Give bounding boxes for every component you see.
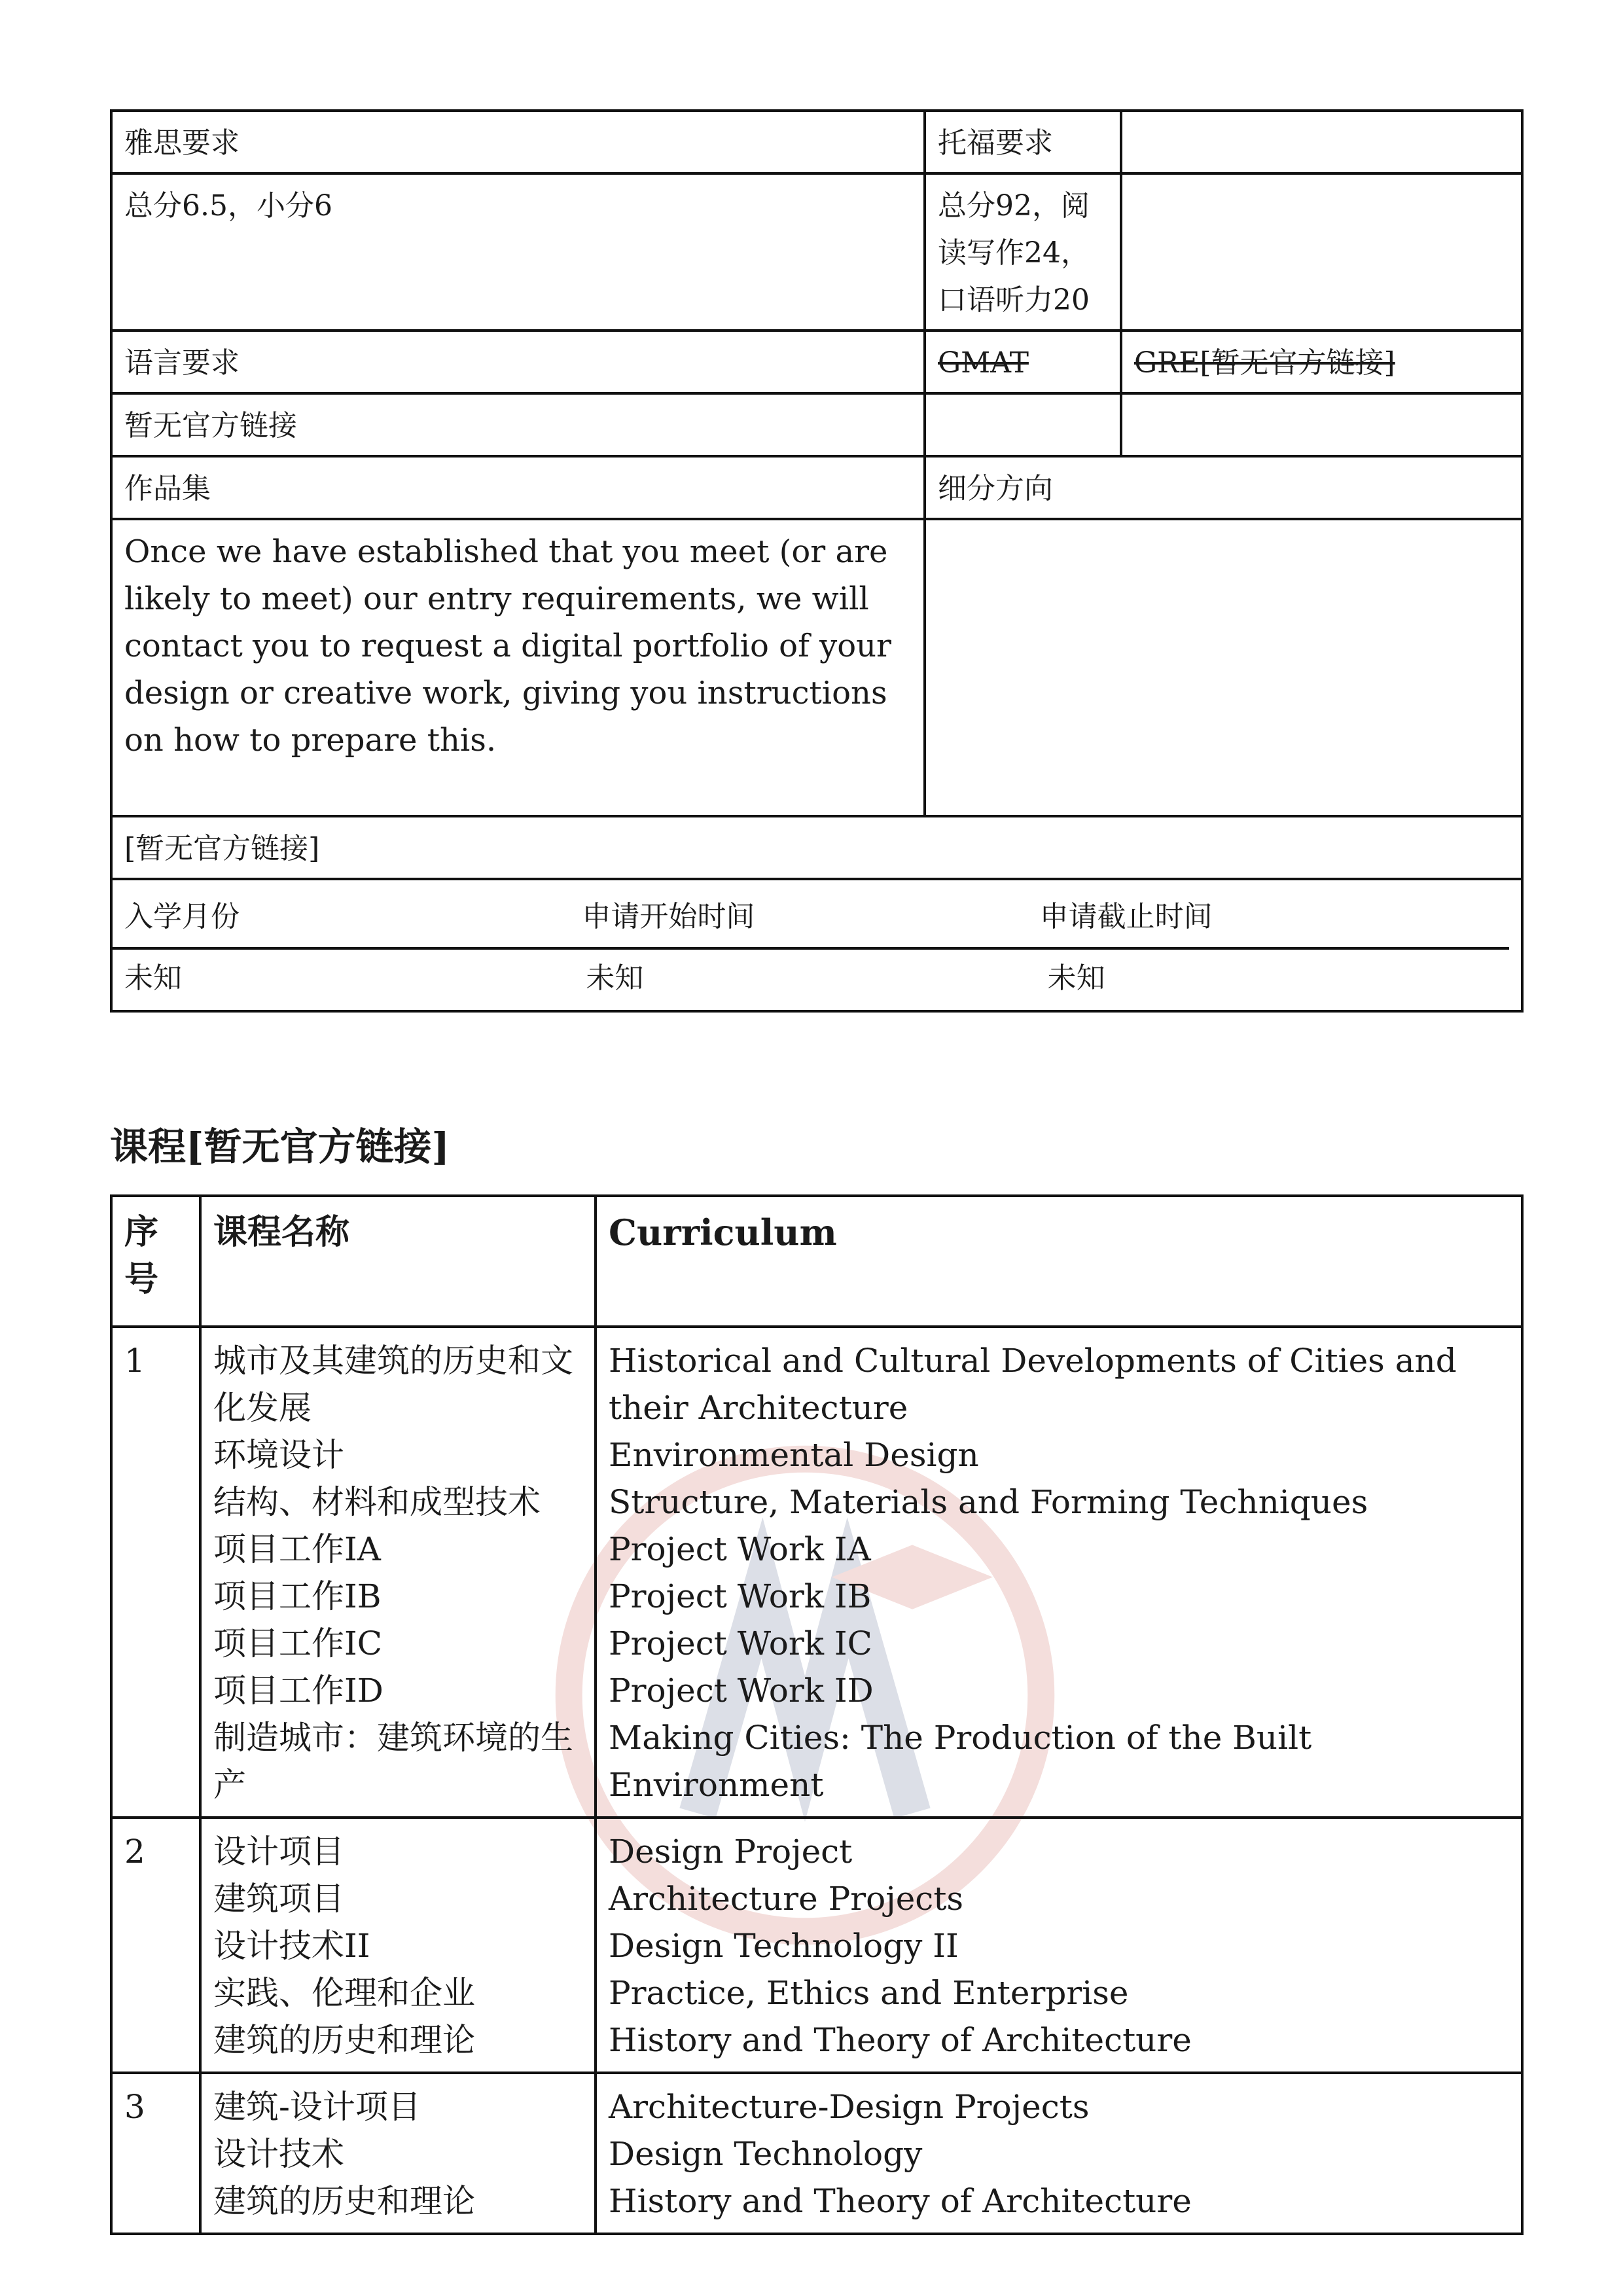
gmat-label: GMAT: [925, 331, 1121, 393]
application-deadline-value: 未知: [1047, 961, 1105, 995]
curriculum-header-row: [111, 1196, 1522, 1327]
course-name-cn: 项目工作IA: [213, 1530, 381, 1568]
table-row: [111, 1327, 1522, 1818]
language-link: 暂无官方链接: [111, 393, 925, 456]
course-name-en: Design Technology II: [609, 1927, 959, 1965]
empty-cell: [925, 393, 1121, 456]
course-name-en: Practice, Ethics and Enterprise: [609, 1974, 1129, 2012]
course-name-cn: 建筑-设计项目: [213, 2088, 421, 2126]
gre-label: GRE[暂无官方链接]: [1121, 331, 1522, 393]
course-name-en: Project Work IB: [609, 1577, 872, 1615]
course-name-en: Architecture-Design Projects: [609, 2088, 1090, 2126]
page: [110, 109, 1521, 2235]
language-label: 语言要求: [111, 331, 925, 393]
portfolio-label: 作品集: [111, 456, 925, 519]
application-deadline-label: 申请截止时间: [1039, 900, 1213, 933]
course-name-en: Design Technology: [609, 2135, 923, 2173]
course-name-en: History and Theory of Architecture: [609, 2182, 1192, 2220]
course-name-cn: 设计技术II: [213, 1927, 370, 1965]
course-name-cn: 建筑项目: [213, 1880, 344, 1918]
course-names-cn: [200, 1327, 596, 1818]
course-name-cn: 项目工作IB: [213, 1577, 382, 1615]
course-name-cn: 城市及其建筑的历史和文化发展: [213, 1342, 573, 1427]
curriculum-table: [110, 1194, 1524, 2235]
course-name-en: Making Cities: The Production of the Built Environment: [609, 1719, 1312, 1804]
course-name-en: Project Work IC: [609, 1624, 872, 1662]
name-cn-header: 课程名称: [200, 1196, 596, 1327]
course-name-en: History and Theory of Architecture: [609, 2021, 1192, 2059]
course-name-cn: 环境设计: [213, 1436, 344, 1474]
course-names-en: [596, 2073, 1522, 2234]
course-names-en: [596, 1818, 1522, 2073]
course-name-en: Project Work IA: [609, 1530, 871, 1568]
row-index: 1: [111, 1327, 200, 1818]
requirements-table: [110, 109, 1524, 1013]
intake-month-value: 未知: [124, 961, 182, 995]
index-header: [111, 1196, 200, 1327]
direction-label: 细分方向: [925, 456, 1522, 519]
application-start-value: 未知: [586, 961, 644, 995]
row-index: 3: [111, 2073, 200, 2234]
portfolio-link: [暂无官方链接]: [111, 816, 1522, 879]
table-row: [111, 1818, 1522, 2073]
course-names-en: [596, 1327, 1522, 1818]
course-name-en: Project Work ID: [609, 1672, 874, 1710]
curriculum-body: [111, 1327, 1522, 2234]
timeline-values: [113, 950, 1521, 1010]
application-start-label: 申请开始时间: [582, 900, 755, 933]
ielts-value: 总分6.5，小分6: [111, 173, 925, 331]
intake-month-label: 入学月份: [124, 900, 240, 933]
course-names-cn: [200, 2073, 596, 2234]
toefl-value: [925, 173, 1121, 331]
course-name-en: Structure, Materials and Forming Techniques: [609, 1483, 1368, 1521]
toefl-label: 托福要求: [925, 111, 1121, 173]
row-index: 2: [111, 1818, 200, 2073]
index-header-text: 序号: [124, 1212, 159, 1299]
course-name-cn: 项目工作IC: [213, 1624, 383, 1662]
portfolio-text: Once we have established that you meet (or are likely to meet) our entry requirements, we will contact you to request a digital portfolio of your design or creative work, giving you instructions on how to prepare this.: [111, 519, 925, 816]
empty-cell: [1121, 173, 1522, 331]
course-name-en: Environmental Design: [609, 1436, 979, 1474]
curriculum-title: 课程[暂无官方链接]: [110, 1124, 450, 1169]
direction-value: [925, 519, 1522, 816]
course-name-cn: 建筑的历史和理论: [213, 2021, 475, 2059]
course-name-cn: 设计项目: [213, 1833, 344, 1871]
course-name-en: Architecture Projects: [609, 1880, 964, 1918]
name-en-header: Curriculum: [596, 1196, 1522, 1327]
course-name-en: Historical and Cultural Developments of Cities and their Architecture: [609, 1342, 1457, 1427]
course-name-cn: 项目工作ID: [213, 1672, 383, 1710]
course-name-cn: 实践、伦理和企业: [213, 1974, 475, 2012]
table-row: [111, 2073, 1522, 2234]
timeline-cell: [111, 879, 1522, 1011]
toefl-value-line: 口语听力20: [938, 283, 1090, 317]
timeline: [113, 880, 1521, 1010]
ielts-label: 雅思要求: [111, 111, 925, 173]
toefl-value-line: 读写作24，: [938, 236, 1090, 270]
toefl-value-line: 总分92，阅: [938, 189, 1090, 223]
course-names-cn: [200, 1818, 596, 2073]
course-name-cn: 结构、材料和成型技术: [213, 1483, 541, 1521]
course-name-cn: 建筑的历史和理论: [213, 2182, 475, 2220]
course-name-en: Design Project: [609, 1833, 853, 1871]
empty-cell: [1121, 111, 1522, 173]
empty-cell: [1121, 393, 1522, 456]
course-name-cn: 制造城市：建筑环境的生产: [213, 1719, 573, 1804]
timeline-header: [113, 880, 1509, 950]
course-name-cn: 设计技术: [213, 2135, 344, 2173]
